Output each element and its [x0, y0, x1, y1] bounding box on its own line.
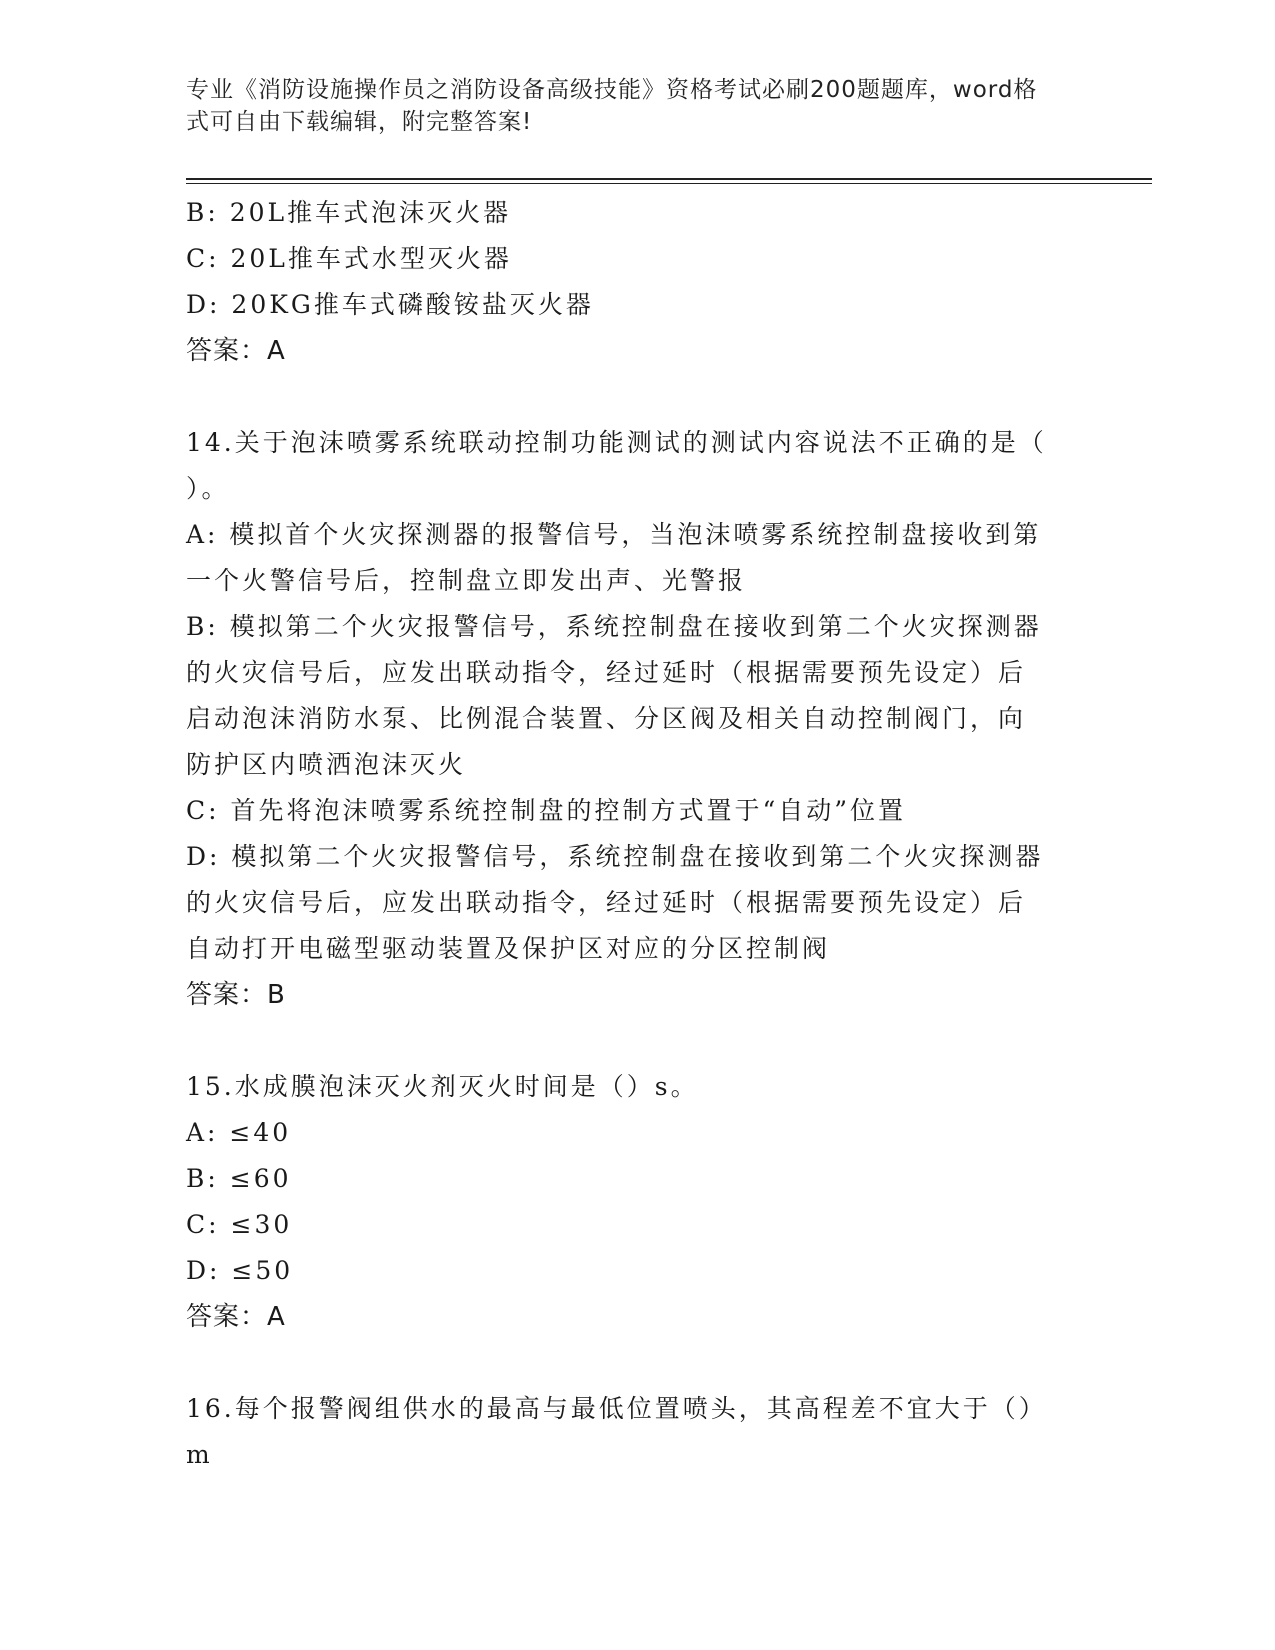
header-divider-thin [186, 183, 1152, 184]
q15-question: 15.水成膜泡沫灭火剂灭火时间是（）s。 [186, 1072, 699, 1101]
q14-option-d-line-3: 自动打开电磁型驱动装置及保护区对应的分区控制阀 [186, 934, 831, 963]
question-15-block [186, 1064, 1076, 1340]
q14-question-line-2: ）。 [186, 474, 230, 503]
question-13-block [186, 190, 1076, 374]
q16-question-line-1: 16.每个报警阀组供水的最高与最低位置喷头，其高程差不宜大于（） [186, 1394, 1047, 1423]
header-line-1: 专业《消防设施操作员之消防设备高级技能》资格考试必刷200题题库，word格 [186, 77, 1038, 103]
question-14-block [186, 420, 1076, 1018]
q15-answer: 答案：A [186, 1302, 286, 1332]
q14-option-b-line-3: 启动泡沫消防水泵、比例混合装置、分区阀及相关自动控制阀门，向 [186, 704, 1027, 733]
q14-option-b-line-2: 的火灾信号后，应发出联动指令，经过延时（根据需要预先设定）后 [186, 658, 1027, 687]
q13-answer: 答案：A [186, 336, 286, 366]
q14-option-d-line-2: 的火灾信号后，应发出联动指令，经过延时（根据需要预先设定）后 [186, 888, 1027, 917]
q14-option-b-line-4: 防护区内喷洒泡沫灭火 [186, 750, 467, 779]
q15-option-b: B: ≤60 [186, 1164, 292, 1193]
question-16-block [186, 1386, 1076, 1478]
q15-option-d: D: ≤50 [186, 1256, 294, 1285]
question-content [186, 190, 1076, 1478]
q14-answer: 答案：B [186, 980, 286, 1010]
header-line-2: 式可自由下载编辑，附完整答案! [186, 109, 533, 135]
q16-question-line-2: m [186, 1440, 213, 1469]
q13-option-c: C: 20L推车式水型灭火器 [186, 244, 512, 273]
q14-option-a-line-2: 一个火警信号后，控制盘立即发出声、光警报 [186, 566, 747, 595]
q14-option-b-line-1: B: 模拟第二个火灾报警信号，系统控制盘在接收到第二个火灾探测器 [186, 612, 1042, 641]
header-divider-thick [186, 178, 1152, 180]
q13-option-b: B: 20L推车式泡沫灭火器 [186, 198, 512, 227]
q15-option-a: A: ≤40 [186, 1118, 292, 1147]
spacer [186, 1340, 1076, 1386]
q14-option-a-line-1: A: 模拟首个火灾探测器的报警信号，当泡沫喷雾系统控制盘接收到第 [186, 520, 1042, 549]
q14-option-d-line-1: D: 模拟第二个火灾报警信号，系统控制盘在接收到第二个火灾探测器 [186, 842, 1044, 871]
q14-question-line-1: 14.关于泡沫喷雾系统联动控制功能测试的测试内容说法不正确的是（ [186, 428, 1047, 457]
q14-option-c: C: 首先将泡沫喷雾系统控制盘的控制方式置于“自动”位置 [186, 796, 907, 825]
q15-option-c: C: ≤30 [186, 1210, 293, 1239]
document-header [186, 74, 1066, 138]
spacer [186, 1018, 1076, 1064]
spacer [186, 374, 1076, 420]
q13-option-d: D: 20KG推车式磷酸铵盐灭火器 [186, 290, 594, 319]
